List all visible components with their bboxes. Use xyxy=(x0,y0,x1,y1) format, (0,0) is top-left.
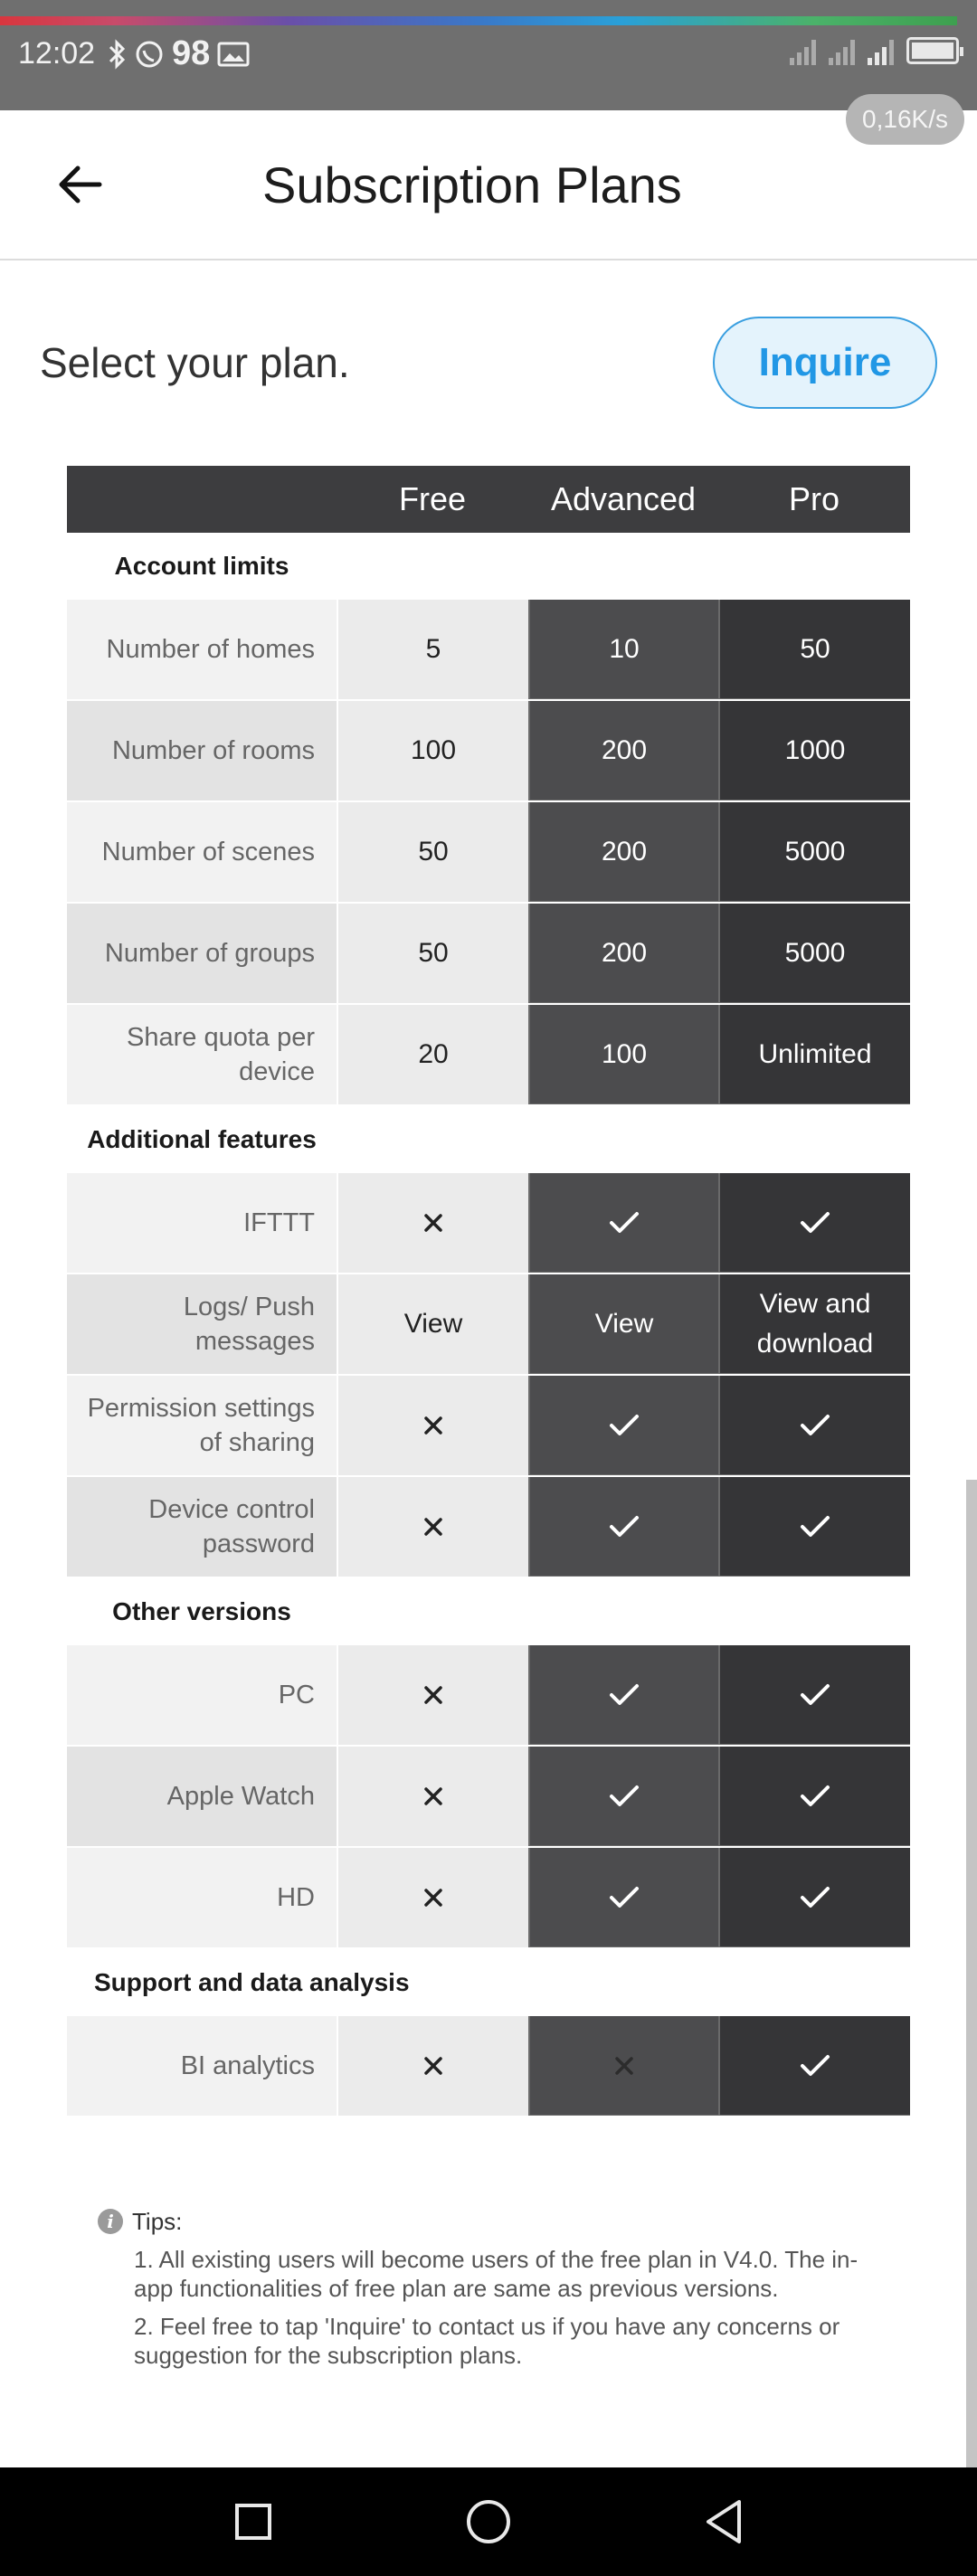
cell-advanced xyxy=(528,1173,718,1273)
check-icon xyxy=(800,1683,830,1707)
status-bar xyxy=(0,0,977,110)
section-title-text: Other versions xyxy=(112,1597,291,1625)
cross-icon xyxy=(423,1888,443,1908)
check-icon xyxy=(609,1683,640,1707)
page-title: Subscription Plans xyxy=(262,156,682,213)
cell-pro xyxy=(718,1376,910,1475)
cell-advanced: 200 xyxy=(528,701,718,800)
app-header xyxy=(0,110,977,260)
row-label: Number of rooms xyxy=(67,701,337,800)
table-row xyxy=(67,1747,910,1848)
cell-pro xyxy=(718,1848,910,1947)
row-label: IFTTT xyxy=(67,1173,337,1273)
check-icon xyxy=(609,1414,640,1437)
column-free: Free xyxy=(398,480,467,517)
section-title-text: Additional features xyxy=(87,1125,317,1153)
cell-advanced: 200 xyxy=(528,904,718,1003)
row-label: Share quota per device xyxy=(67,1005,337,1104)
cell-free: 50 xyxy=(337,904,528,1003)
cell-free xyxy=(337,1645,528,1745)
inquire-button[interactable]: Inquire xyxy=(713,317,937,409)
table-row xyxy=(67,1848,910,1949)
cross-icon xyxy=(423,2056,443,2076)
check-icon xyxy=(800,1515,830,1539)
tip-item: 2. Feel free to tap 'Inquire' to contact us if you have any concerns or suggestion for the subscription plans. xyxy=(134,2313,840,2369)
cell-advanced xyxy=(528,1747,718,1846)
nav-back-button[interactable] xyxy=(697,2495,751,2549)
table-row xyxy=(67,2016,910,2117)
cell-pro: 50 xyxy=(718,600,910,699)
back-button[interactable] xyxy=(56,157,128,212)
cell-free: 50 xyxy=(337,802,528,902)
cell-pro: View and download xyxy=(718,1274,910,1374)
check-icon xyxy=(800,2054,830,2078)
cell-free xyxy=(337,1477,528,1577)
tips-title: Tips: xyxy=(132,2208,183,2235)
network-speed-badge: 0,16K/s xyxy=(846,94,964,145)
plans-table xyxy=(67,466,910,2117)
tip-item: 1. All existing users will become users of the free plan in V4.0. The in-app functionalities of free plan are same as previous versions. xyxy=(134,2246,858,2302)
check-icon xyxy=(609,1886,640,1909)
cell-advanced xyxy=(528,2016,718,2116)
cell-advanced xyxy=(528,1848,718,1947)
cell-free xyxy=(337,1173,528,1273)
cross-icon xyxy=(423,1213,443,1233)
check-icon xyxy=(800,1886,830,1909)
cell-pro xyxy=(718,1173,910,1273)
navigation-bar xyxy=(0,2467,977,2576)
cell-advanced xyxy=(528,1477,718,1577)
back-icon xyxy=(703,2498,745,2545)
info-icon: i xyxy=(98,2209,123,2234)
status-left-icons xyxy=(107,34,250,73)
bluetooth-icon xyxy=(107,39,127,70)
cell-free: 100 xyxy=(337,701,528,800)
cell-free xyxy=(337,1376,528,1475)
cell-free xyxy=(337,1848,528,1947)
battery-level-text: 98 xyxy=(172,34,211,72)
cell-advanced xyxy=(528,1645,718,1745)
cross-icon xyxy=(423,1786,443,1806)
recent-apps-icon xyxy=(234,2503,272,2541)
status-time: 12:02 xyxy=(18,36,96,71)
tips-header xyxy=(98,2207,894,2236)
cross-icon xyxy=(423,1685,443,1705)
cell-pro xyxy=(718,1747,910,1846)
cell-pro xyxy=(718,2016,910,2116)
arrow-left-icon xyxy=(56,165,103,204)
cell-pro: 5000 xyxy=(718,904,910,1003)
signal-4g-strong-icon xyxy=(868,36,894,65)
section-title-text: Account limits xyxy=(114,552,289,580)
table-row xyxy=(67,600,910,701)
table-row xyxy=(67,1477,910,1578)
home-icon xyxy=(465,2498,512,2545)
cell-free: View xyxy=(337,1274,528,1374)
check-icon xyxy=(800,1211,830,1235)
cell-advanced: 200 xyxy=(528,802,718,902)
cell-free: 20 xyxy=(337,1005,528,1104)
row-label: Apple Watch xyxy=(67,1747,337,1846)
check-icon xyxy=(800,1785,830,1808)
row-label: Permission settings of sharing xyxy=(67,1376,337,1475)
table-row xyxy=(67,1173,910,1274)
table-row xyxy=(67,1005,910,1106)
row-label: Number of homes xyxy=(67,600,337,699)
recent-apps-button[interactable] xyxy=(226,2495,280,2549)
gallery-icon xyxy=(217,41,250,68)
column-pro: Pro xyxy=(788,480,840,517)
table-row xyxy=(67,802,910,904)
cell-free: 5 xyxy=(337,600,528,699)
section-title-text: Support and data analysis xyxy=(94,1968,410,1996)
cell-advanced xyxy=(528,1376,718,1475)
cell-advanced: 10 xyxy=(528,600,718,699)
table-row xyxy=(67,1274,910,1376)
row-label: BI analytics xyxy=(67,2016,337,2116)
row-label: Number of scenes xyxy=(67,802,337,902)
cell-pro: Unlimited xyxy=(718,1005,910,1104)
cell-pro: 1000 xyxy=(718,701,910,800)
cell-free xyxy=(337,1747,528,1846)
battery-icon xyxy=(906,37,959,64)
table-row xyxy=(67,1645,910,1747)
column-advanced: Advanced xyxy=(550,480,697,517)
check-icon xyxy=(800,1414,830,1437)
cell-advanced: View xyxy=(528,1274,718,1374)
section-title xyxy=(67,1949,910,2016)
section-title xyxy=(67,1106,910,1173)
status-accent-stripe xyxy=(0,16,957,25)
cell-pro: 5000 xyxy=(718,802,910,902)
section-title xyxy=(67,1578,910,1645)
row-label: Device control password xyxy=(67,1477,337,1577)
cell-advanced: 100 xyxy=(528,1005,718,1104)
signal-3g-icon xyxy=(790,36,816,65)
section-title xyxy=(67,533,910,600)
check-icon xyxy=(609,1515,640,1539)
select-plan-label: Select your plan. xyxy=(40,339,350,386)
cell-pro xyxy=(718,1477,910,1577)
row-label: HD xyxy=(67,1848,337,1947)
table-row xyxy=(67,701,910,802)
table-row xyxy=(67,904,910,1005)
row-label: Number of groups xyxy=(67,904,337,1003)
table-header xyxy=(67,466,910,533)
cross-icon xyxy=(423,1416,443,1435)
check-icon xyxy=(609,1211,640,1235)
table-row xyxy=(67,1376,910,1477)
status-right-icons xyxy=(790,36,959,65)
table-body xyxy=(67,533,910,2117)
whatsapp-icon xyxy=(134,39,165,70)
home-button[interactable] xyxy=(461,2495,516,2549)
tips-section xyxy=(98,2207,894,2379)
cross-icon xyxy=(423,1517,443,1537)
cell-free xyxy=(337,2016,528,2116)
scrollbar[interactable] xyxy=(966,1480,977,2467)
signal-4g-icon xyxy=(829,36,855,65)
cross-icon xyxy=(614,2056,634,2076)
row-label: Logs/ Push messages xyxy=(67,1274,337,1374)
check-icon xyxy=(609,1785,640,1808)
row-label: PC xyxy=(67,1645,337,1745)
header-spacer xyxy=(67,466,337,533)
cell-pro xyxy=(718,1645,910,1745)
